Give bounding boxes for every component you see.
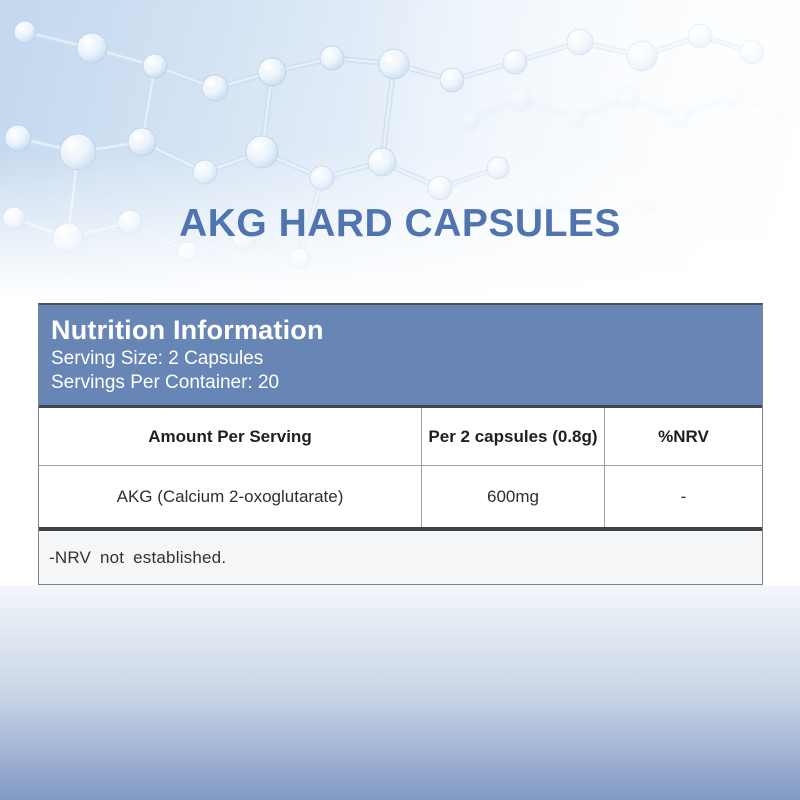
table-footnote: -NRV not established. [39,531,762,584]
molecule-decoration [0,0,800,300]
nutrition-header [39,305,762,408]
bottom-gradient [0,585,800,800]
nutrition-header-title: Nutrition Information [51,315,324,345]
column-header-nrv: %NRV [658,426,709,446]
table-column-headers [39,408,762,466]
table-row [39,466,762,531]
column-header-amount-per-serving: Amount Per Serving [39,408,422,465]
ingredient-amount: 600mg [422,466,605,527]
serving-size-text: Serving Size: 2 Capsules [51,348,264,369]
page-title: AKG HARD CAPSULES [179,202,621,245]
ingredient-nrv-value: - [680,486,687,506]
ingredient-name: AKG (Calcium 2-oxoglutarate) [39,466,422,527]
nutrition-table [38,303,763,585]
column-header-per-2-capsules: Per 2 capsules (0.8g) [422,408,605,465]
hero-section [0,0,800,300]
servings-per-container-text: Servings Per Container: 20 [51,372,280,393]
